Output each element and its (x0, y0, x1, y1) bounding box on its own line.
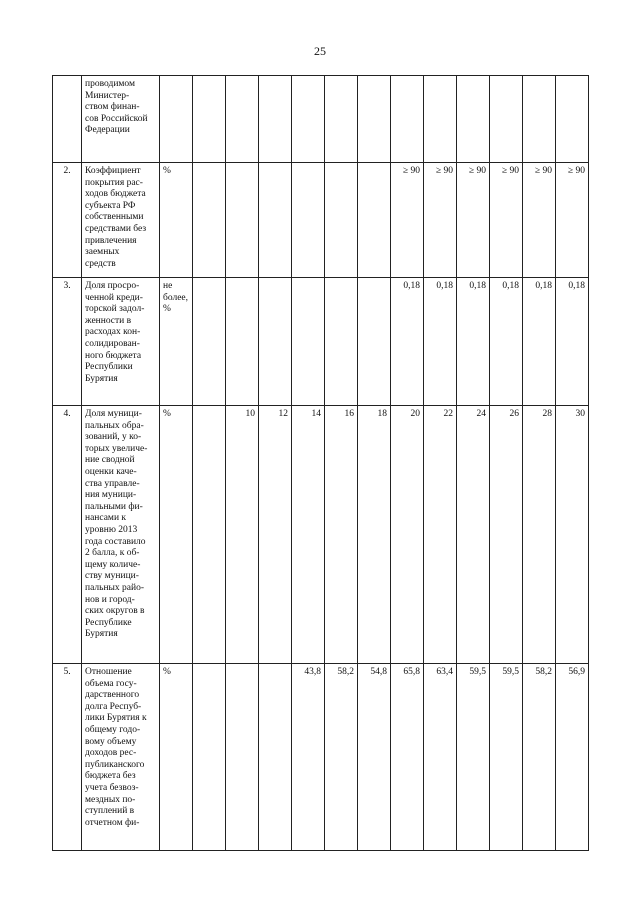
indicator-name-line: ством финан- (85, 102, 140, 113)
value-cell (259, 76, 292, 163)
indicator-name-line: расходах кон- (85, 327, 141, 338)
indicator-name-cell (82, 76, 160, 163)
indicator-name-line: ства управле- (85, 478, 140, 489)
indicator-name-line: пальными фи- (85, 501, 143, 512)
indicator-name-line: Доля муници- (85, 409, 142, 419)
value-cell (259, 278, 292, 406)
indicator-name-line: учета безвоз- (85, 782, 139, 793)
unit-cell (160, 664, 193, 851)
table-row (53, 163, 589, 278)
value-cell (292, 163, 325, 278)
indicator-name-line: женности в (85, 315, 132, 326)
value-cell (259, 664, 292, 851)
value-cell: 0,18 (523, 278, 556, 406)
indicator-name-line: Республики (85, 362, 133, 373)
value-cell (457, 76, 490, 163)
indicator-name-line: зований, у ко- (85, 432, 142, 443)
value-cell (424, 76, 457, 163)
indicator-name-line: года составило (85, 536, 146, 547)
indicator-name-line: Бурятия (85, 629, 118, 640)
indicator-name-line: бюджета без (85, 771, 136, 782)
indicator-name-line: ния муници- (85, 490, 137, 501)
indicator-name-line: средствами без (85, 223, 147, 234)
value-cell: 59,5 (490, 664, 523, 851)
row-number-cell (53, 76, 82, 163)
unit-line: % (163, 667, 171, 677)
value-cell (193, 406, 226, 664)
value-cell (523, 76, 556, 163)
indicator-name-line: долга Респуб- (85, 701, 142, 712)
value-cell (226, 163, 259, 278)
value-cell: 54,8 (358, 664, 391, 851)
indicator-name-line: ству муници- (85, 571, 139, 582)
value-cell: 0,18 (457, 278, 490, 406)
value-cell (226, 278, 259, 406)
indicator-name-cell (82, 406, 160, 664)
value-cell: ≥ 90 (523, 163, 556, 278)
value-cell: 63,4 (424, 664, 457, 851)
value-cell (292, 278, 325, 406)
indicator-name-line: ступлений в (85, 806, 135, 817)
value-cell (325, 76, 358, 163)
indicator-name-line: ние сводной (85, 455, 135, 466)
indicator-name-line: публиканского (85, 759, 145, 770)
value-cell: 58,2 (325, 664, 358, 851)
indicator-name-line: отчетном фи- (85, 817, 140, 828)
value-cell: ≥ 90 (391, 163, 424, 278)
unit-line: % (163, 409, 171, 419)
indicator-name-line: субъекта РФ (85, 200, 136, 211)
value-cell: 20 (391, 406, 424, 664)
unit-line: более, (163, 292, 189, 303)
indicator-name-line: уровню 2013 (85, 524, 138, 535)
indicator-name-line: торых увеличе- (85, 443, 148, 454)
value-cell: 28 (523, 406, 556, 664)
indicator-name-line: средств (85, 258, 116, 269)
indicator-name-line: проводимом (85, 79, 135, 89)
value-cell (226, 76, 259, 163)
indicator-name-line: ного бюджета (85, 350, 142, 361)
indicator-name-line: ходов бюджета (85, 189, 146, 200)
row-number-cell: 2. (53, 163, 82, 278)
indicator-name-cell (82, 664, 160, 851)
indicator-name-line: заемных (85, 247, 120, 258)
unit-cell (160, 76, 193, 163)
indicator-name-line: нансами к (85, 513, 127, 524)
indicator-name-line: вому объему (85, 736, 137, 747)
indicator-name-line: 2 балла, к об- (85, 548, 140, 559)
indicators-table (52, 75, 589, 851)
indicator-name-line: Министер- (85, 90, 130, 101)
indicator-name-line: собственными (85, 212, 144, 223)
indicator-name-cell (82, 278, 160, 406)
value-cell: 10 (226, 406, 259, 664)
indicator-name-cell (82, 163, 160, 278)
value-cell: 0,18 (490, 278, 523, 406)
table-row (53, 406, 589, 664)
indicator-name-line: мездных по- (85, 794, 136, 805)
value-cell: 65,8 (391, 664, 424, 851)
value-cell: 14 (292, 406, 325, 664)
value-cell (490, 76, 523, 163)
value-cell: 58,2 (523, 664, 556, 851)
indicator-name-line: Коэффициент (85, 166, 141, 176)
unit-cell (160, 406, 193, 664)
indicator-name-line: Доля просро- (85, 281, 140, 291)
indicator-name-line: солидирован- (85, 338, 140, 349)
value-cell: 16 (325, 406, 358, 664)
table-row (53, 76, 589, 163)
indicator-name-line: объема госу- (85, 678, 137, 689)
indicator-name-line: Федерации (85, 125, 130, 136)
value-cell: ≥ 90 (457, 163, 490, 278)
indicator-name-line: торской задол- (85, 304, 145, 315)
indicator-name-line: дарственного (85, 690, 140, 701)
value-cell (193, 76, 226, 163)
value-cell: 59,5 (457, 664, 490, 851)
unit-line: % (163, 166, 171, 176)
indicator-name-line: доходов рес- (85, 748, 137, 759)
value-cell: 0,18 (556, 278, 589, 406)
indicator-name-line: Республике (85, 617, 132, 628)
value-cell: 0,18 (391, 278, 424, 406)
value-cell (226, 664, 259, 851)
value-cell (325, 278, 358, 406)
indicator-name-line: покрытия рас- (85, 177, 143, 188)
indicator-name-line: ченной креди- (85, 292, 143, 303)
value-cell: 26 (490, 406, 523, 664)
value-cell (556, 76, 589, 163)
indicator-name-line: лики Бурятия к (85, 713, 147, 724)
value-cell: ≥ 90 (424, 163, 457, 278)
value-cell: 43,8 (292, 664, 325, 851)
indicator-name-line: сов Российской (85, 113, 148, 124)
value-cell: ≥ 90 (556, 163, 589, 278)
row-number-cell: 3. (53, 278, 82, 406)
value-cell: 24 (457, 406, 490, 664)
unit-cell (160, 163, 193, 278)
value-cell (358, 278, 391, 406)
indicator-name-line: Отношение (85, 667, 132, 677)
table-row (53, 664, 589, 851)
indicator-name-line: пальных райо- (85, 582, 145, 593)
value-cell: ≥ 90 (490, 163, 523, 278)
table-row (53, 278, 589, 406)
indicator-name-line: нов и город- (85, 594, 135, 605)
indicator-name-line: пальных обра- (85, 420, 144, 431)
value-cell (292, 76, 325, 163)
page-number: 25 (314, 44, 326, 58)
value-cell (391, 76, 424, 163)
indicator-name-line: Бурятия (85, 373, 118, 384)
indicator-name-line: щему количе- (85, 559, 141, 570)
unit-cell (160, 278, 193, 406)
row-number-cell: 4. (53, 406, 82, 664)
table-body (53, 76, 589, 851)
value-cell (325, 163, 358, 278)
indicator-name-line: привлечения (85, 235, 137, 246)
value-cell: 56,9 (556, 664, 589, 851)
unit-line: % (163, 304, 171, 315)
value-cell (193, 163, 226, 278)
row-number-cell: 5. (53, 664, 82, 851)
value-cell: 18 (358, 406, 391, 664)
value-cell: 0,18 (424, 278, 457, 406)
value-cell (259, 163, 292, 278)
value-cell (358, 163, 391, 278)
indicator-name-line: общему годо- (85, 724, 141, 735)
value-cell: 22 (424, 406, 457, 664)
value-cell (193, 278, 226, 406)
value-cell: 30 (556, 406, 589, 664)
value-cell (193, 664, 226, 851)
unit-line: не (163, 281, 173, 291)
indicator-name-line: ских округов в (85, 606, 145, 617)
value-cell (358, 76, 391, 163)
value-cell: 12 (259, 406, 292, 664)
indicator-name-line: оценки каче- (85, 466, 137, 477)
